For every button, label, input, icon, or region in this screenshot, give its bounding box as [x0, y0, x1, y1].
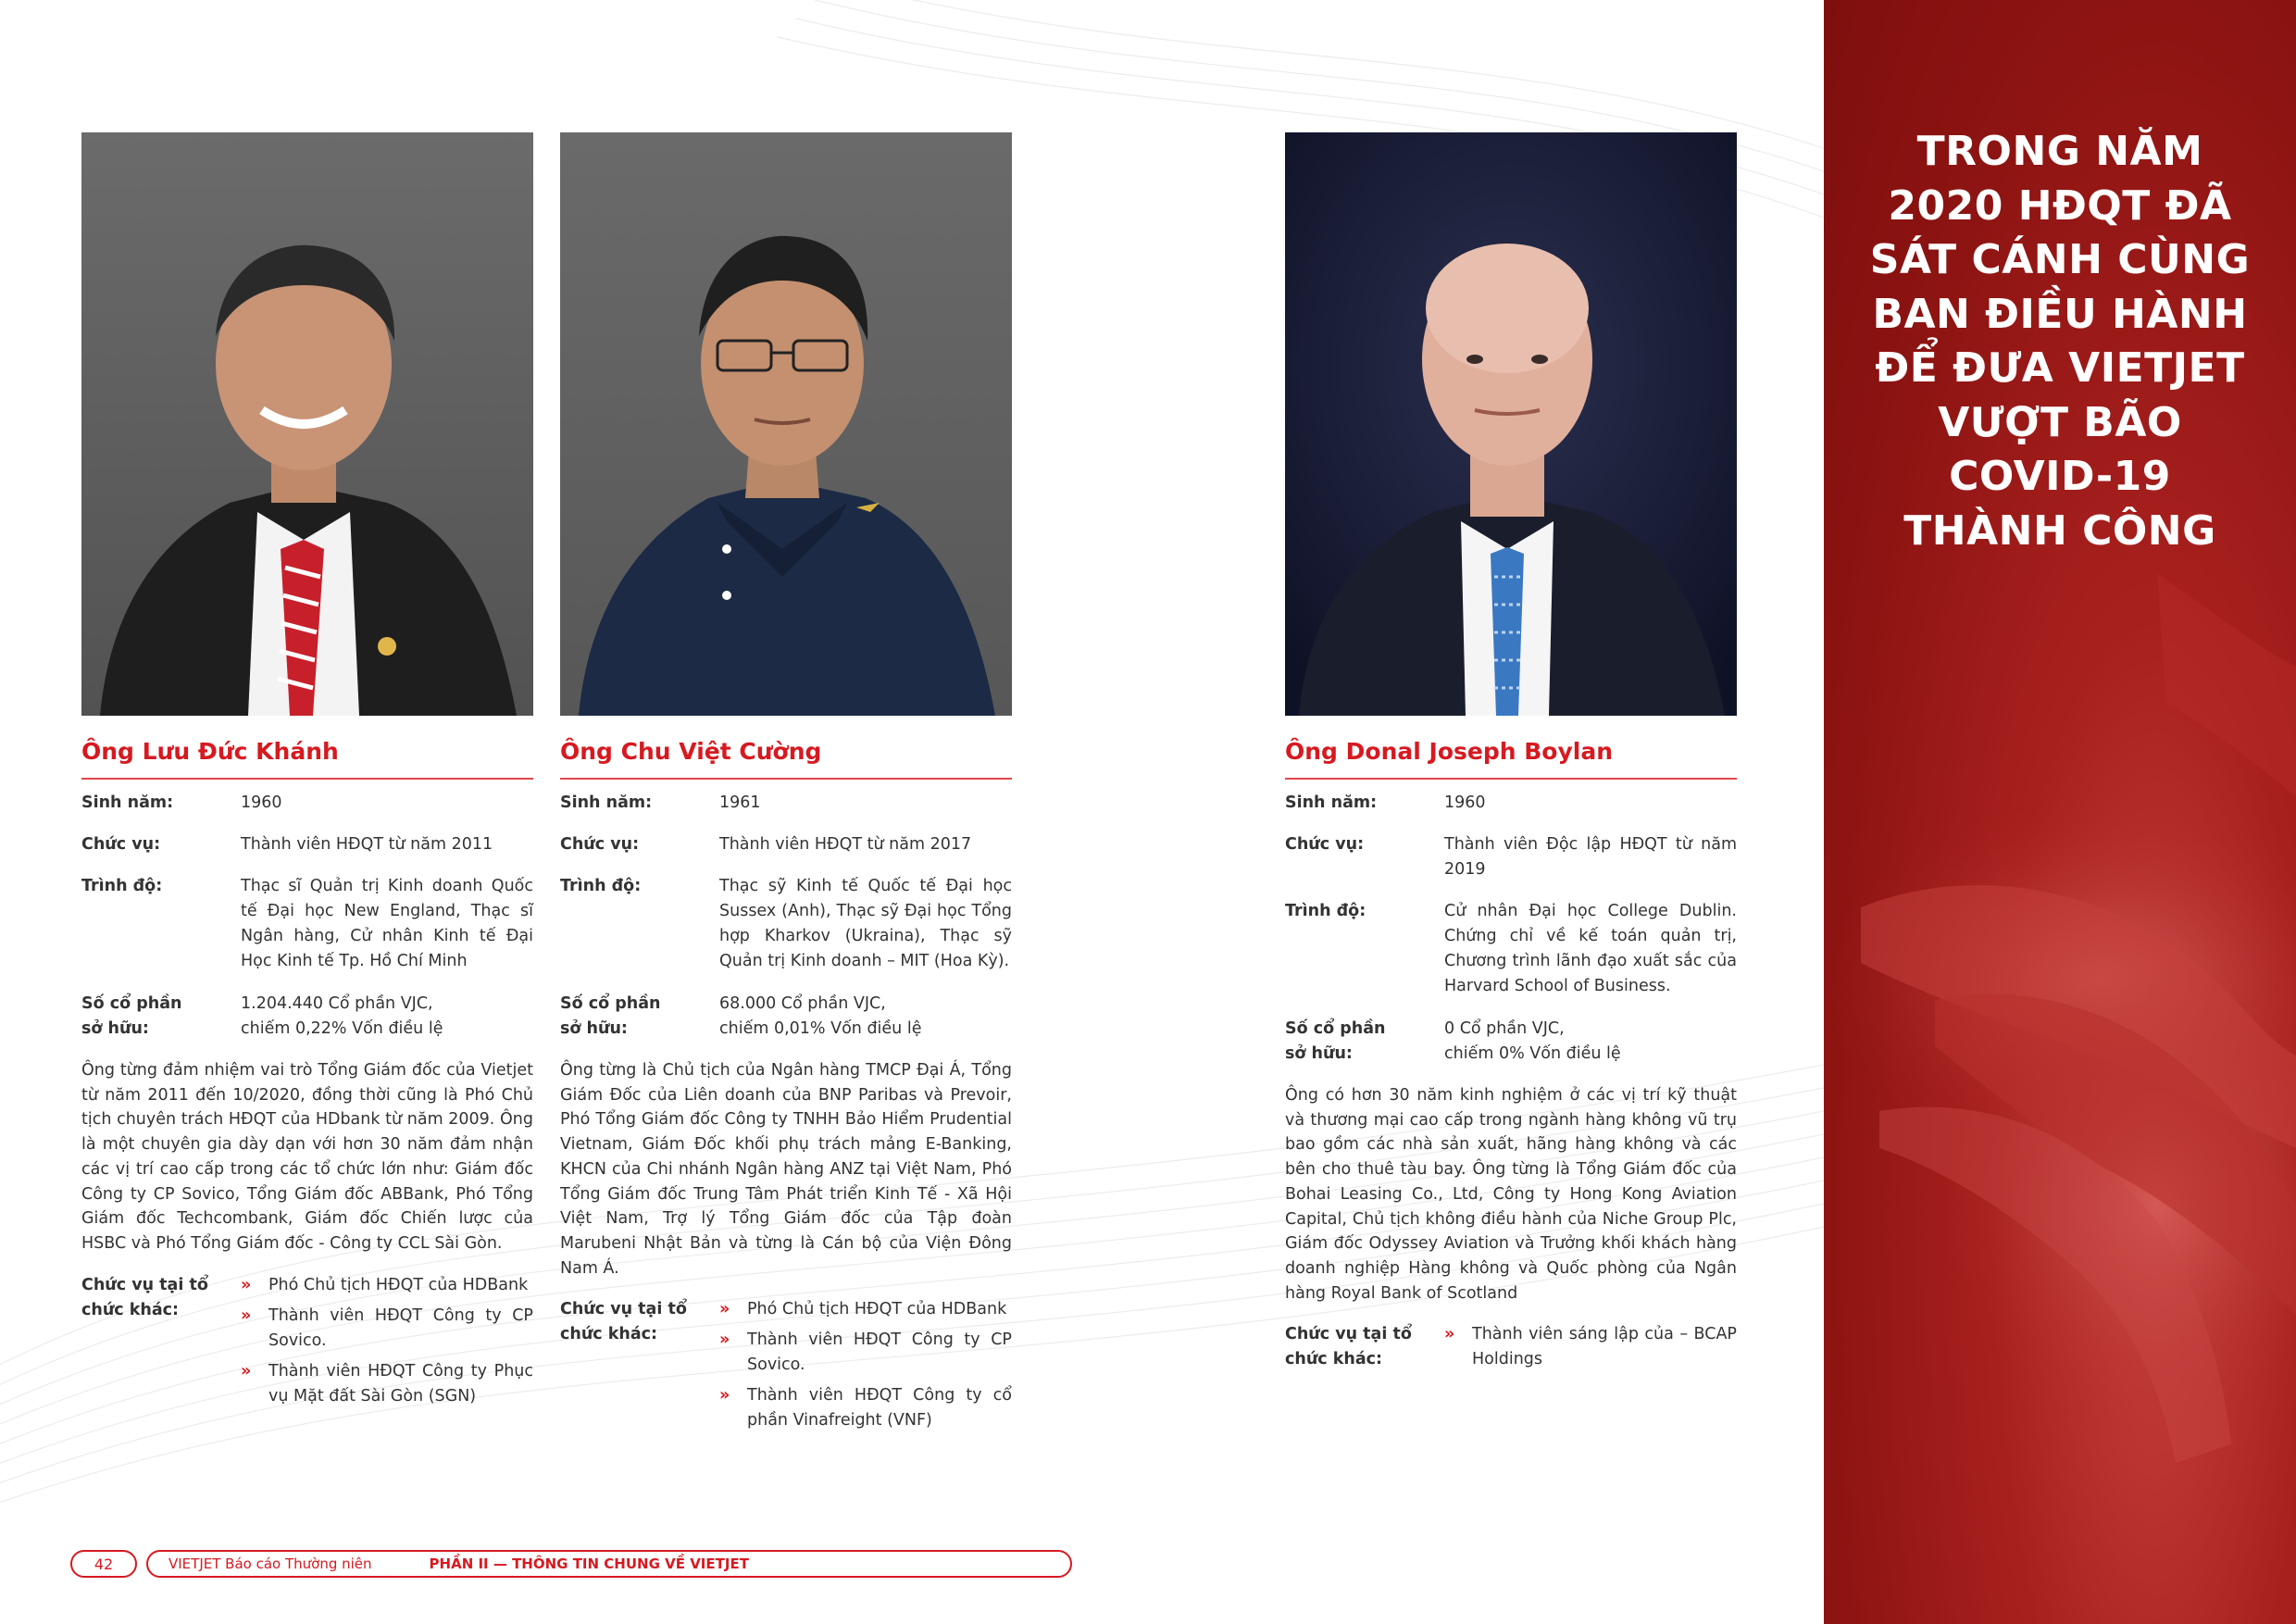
member-bio: Ông từng là Chủ tịch của Ngân hàng TMCP Đại Á, Tổng Giám Đốc của Liên doanh của BNP Paribas và Prevoir, Phó Tổng Giám đốc Công ty TNHH Bảo Hiểm Prudential Vietnam, Giám Đốc khối phụ trách mảng E-Banking, KHCN của Chi nhánh Ngân hàng ANZ tại Việt Nam, Phó Tổng Giám đốc Trung Tâm Phát triển Kinh Tế - Xã Hội Việt Nam, Trợ lý Tổng Giám đốc của Tập đoàn Marubeni Nhật Bản và từng là Cán bộ của Viện Đông Nam Á.	[560, 1061, 1012, 1278]
board-member-card	[81, 132, 533, 1415]
shares-row	[1285, 1017, 1737, 1067]
list-item: » Thành viên sáng lập của – BCAP Holdings	[1444, 1322, 1737, 1372]
shares-label: Số cổ phần sở hữu:	[560, 994, 661, 1038]
page-number: 42	[70, 1550, 137, 1578]
position-row	[1285, 832, 1737, 882]
red-side-panel	[1824, 0, 2296, 1624]
section-title: PHẦN II — THÔNG TIN CHUNG VỀ VIETJET	[429, 1555, 749, 1572]
birth-label: Sinh năm:	[81, 793, 174, 812]
portrait-photo	[81, 132, 533, 716]
board-member-card	[1285, 132, 1737, 1378]
other-roles-label: Chức vụ tại tổ chức khác:	[81, 1275, 208, 1319]
member-name: Ông Donal Joseph Boylan	[1285, 738, 1737, 780]
education-label: Trình độ:	[81, 877, 163, 895]
list-item: » Thành viên HĐQT Công ty CP Sovico.	[241, 1304, 533, 1354]
bullet-icon: »	[719, 1386, 730, 1405]
other-roles-list	[719, 1297, 1012, 1439]
bullet-icon: »	[241, 1305, 252, 1325]
position-label: Chức vụ:	[81, 835, 161, 854]
shares-row	[81, 992, 533, 1042]
bullet-icon: »	[719, 1330, 730, 1350]
other-roles-list	[1444, 1322, 1737, 1378]
position-value: Thành viên HĐQT từ năm 2017	[719, 835, 972, 854]
other-roles-list	[241, 1273, 533, 1415]
list-item: » Thành viên HĐQT Công ty Phục vụ Mặt đất Sài Gòn (SGN)	[241, 1359, 533, 1409]
education-row	[81, 874, 533, 974]
shares-label: Số cổ phần sở hữu:	[81, 994, 182, 1038]
position-label: Chức vụ:	[1285, 835, 1365, 854]
education-label: Trình độ:	[560, 877, 642, 895]
panel-headline: TRONG NĂM 2020 HĐQT ĐÃ SÁT CÁNH CÙNG BAN ĐIỀU HÀNH ĐỂ ĐƯA VIETJET VƯỢT BÃO COVID-19 THÀNH CÔNG	[1869, 128, 2251, 555]
birth-row	[560, 791, 1012, 816]
position-row	[560, 832, 1012, 857]
position-value: Thành viên Độc lập HĐQT từ năm 2019	[1444, 835, 1737, 879]
position-value: Thành viên HĐQT từ năm 2011	[241, 835, 493, 854]
member-bio: Ông có hơn 30 năm kinh nghiệm ở các vị trí kỹ thuật và thương mại cao cấp trong ngành hàng không vũ trụ bao gồm các nhà sản xuất, hãng hàng không và các bên cho thuê tàu bay. Ông từng là Tổng Giám đốc của Bohai Leasing Co., Ltd, Công ty Hong Kong Aviation Capital, Chủ tịch không điều hành của Niche Group Plc, Giám đốc Odyssey Aviation và Trưởng khối khách hàng doanh nghiệp Hàng không và Quốc phòng của Ngân hàng Royal Bank of Scotland	[1285, 1086, 1737, 1303]
bullet-icon: »	[719, 1300, 730, 1319]
other-roles-row	[560, 1297, 1012, 1439]
birth-label: Sinh năm:	[560, 793, 653, 812]
birth-value: 1960	[1444, 793, 1486, 812]
bullet-icon: »	[241, 1361, 252, 1380]
shares-value: 68.000 Cổ phần VJC, chiếm 0,01% Vốn điều lệ	[719, 994, 922, 1038]
member-name: Ông Lưu Đức Khánh	[81, 738, 533, 780]
other-roles-label: Chức vụ tại tổ chức khác:	[1285, 1325, 1412, 1369]
shares-row	[560, 992, 1012, 1042]
birth-row	[1285, 791, 1737, 816]
birth-value: 1960	[241, 793, 282, 812]
bullet-icon: »	[241, 1275, 252, 1294]
list-item: » Phó Chủ tịch HĐQT của HDBank	[241, 1273, 533, 1298]
shares-value: 0 Cổ phần VJC, chiếm 0% Vốn điều lệ	[1444, 1019, 1621, 1063]
birth-value: 1961	[719, 793, 761, 812]
board-member-card	[560, 132, 1012, 1439]
position-label: Chức vụ:	[560, 835, 640, 854]
birth-label: Sinh năm:	[1285, 793, 1378, 812]
education-row	[1285, 899, 1737, 999]
other-roles-row	[1285, 1322, 1737, 1378]
member-bio: Ông từng đảm nhiệm vai trò Tổng Giám đốc của Vietjet từ năm 2011 đến 10/2020, đồng thời cũng là Phó Chủ tịch chuyên trách HĐQT của HDbank từ năm 2009. Ông là một chuyên gia dày dạn với hơn 30 năm đảm nhận các vị trí cao cấp trong các tổ chức lớn như: Giám đốc Công ty CP Sovico, Tổng Giám đốc ABBank, Phó Tổng Giám đốc Techcombank, Giám đốc Chiến lược của HSBC và Phó Tổng Giám đốc - Công ty CCL Sài Gòn.	[81, 1061, 533, 1253]
shares-label: Số cổ phần sở hữu:	[1285, 1019, 1386, 1063]
member-name: Ông Chu Việt Cường	[560, 738, 1012, 780]
page-footer	[70, 1549, 1072, 1579]
shares-value: 1.204.440 Cổ phần VJC, chiếm 0,22% Vốn điều lệ	[241, 994, 443, 1038]
footer-bar	[146, 1550, 1072, 1578]
portrait-photo	[560, 132, 1012, 716]
education-value: Thạc sỹ Kinh tế Quốc tế Đại học Sussex (Anh), Thạc sỹ Đại học Tổng hợp Kharkov (Ukraina), Thạc sỹ Quản trị Kinh doanh – MIT (Hoa Kỳ).	[719, 877, 1012, 970]
list-item: » Phó Chủ tịch HĐQT của HDBank	[719, 1297, 1012, 1322]
publication-title: VIETJET Báo cáo Thường niên	[168, 1555, 372, 1572]
other-roles-label: Chức vụ tại tổ chức khác:	[560, 1300, 687, 1344]
position-row	[81, 832, 533, 857]
portrait-photo	[1285, 132, 1737, 716]
list-item: » Thành viên HĐQT Công ty cổ phần Vinafreight (VNF)	[719, 1383, 1012, 1433]
education-value: Thạc sĩ Quản trị Kinh doanh Quốc tế Đại học New England, Thạc sĩ Ngân hàng, Cử nhân Kinh tế Đại Học Kinh tế Tp. Hồ Chí Minh	[241, 877, 533, 970]
bullet-icon: »	[1444, 1325, 1455, 1344]
education-row	[560, 874, 1012, 974]
other-roles-row	[81, 1273, 533, 1415]
education-label: Trình độ:	[1285, 902, 1366, 920]
list-item: » Thành viên HĐQT Công ty CP Sovico.	[719, 1328, 1012, 1378]
education-value: Cử nhân Đại học College Dublin. Chứng chỉ về kế toán quản trị, Chương trình lãnh đạo xuất sắc của Harvard School of Business.	[1444, 902, 1737, 995]
birth-row	[81, 791, 533, 816]
